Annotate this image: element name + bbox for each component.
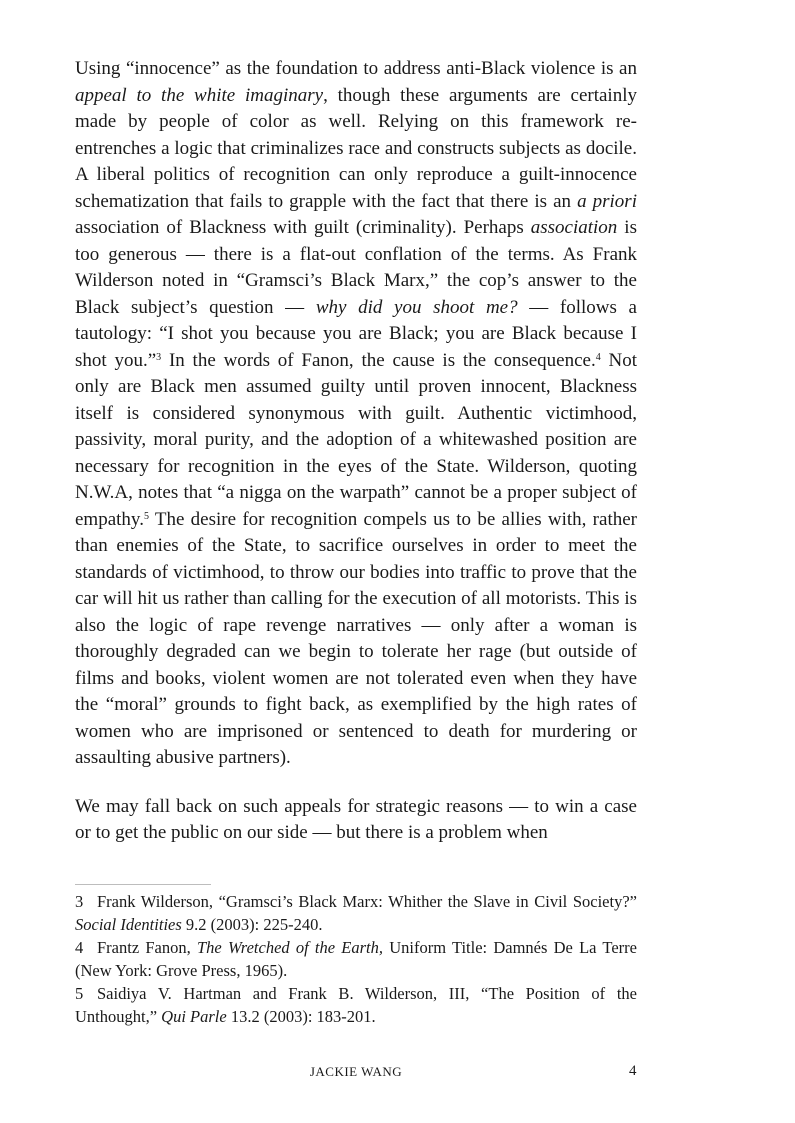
text-run: Not only are Black men assumed guilty until proven innocent, Blackness itself is considered synonymous with guilt. Authentic victimhood, passivity, moral purity, and the adoption of a whitewashed position are necessary for recognition in the eyes of the State. Wilderson, quoting N.W.A, notes that “a nigga on the warpath” cannot be a proper subject of empathy. bbox=[75, 349, 638, 530]
footnote-text bbox=[75, 938, 637, 980]
text-run: , though these arguments are certainly made by people of color as well. Relying on this framework re-entrenches a logic that criminalizes race and constructs subjects as docile. A liberal politics of recognition can only reproduce a guilt-innocence schematization that fails to grapple with the fact that there is an bbox=[75, 84, 637, 212]
text-run: 13.2 (2003): 183-201. bbox=[226, 1007, 376, 1026]
footnote-divider bbox=[75, 884, 211, 885]
running-footer-author: JACKIE WANG bbox=[309, 1064, 403, 1079]
text-run: Using “innocence” as the foundation to address anti-Black violence is an bbox=[75, 58, 637, 79]
italic-text: association bbox=[530, 217, 618, 238]
footnote-text bbox=[75, 892, 637, 934]
text-run: Frantz Fanon, bbox=[97, 938, 197, 957]
italic-text: a priori bbox=[577, 190, 637, 212]
text-run: Saidiya V. Hartman and Frank B. Wilderson, III, “The Position of the Unthought,” bbox=[75, 984, 637, 1026]
italic-text: Qui Parle bbox=[161, 1007, 227, 1026]
italic-text: The Wretched of the Earth, bbox=[196, 938, 383, 957]
text-run: We may fall back on such appeals for strategic reasons — to win a case or to get the public on our side — but there is a problem when bbox=[75, 795, 637, 843]
text-run: Uniform Title: Damnés De La Terre (New York: Grove Press, 1965). bbox=[75, 938, 637, 980]
text-run: — follows a tautology: “I shot you because you are Black; you are Black because I shot you.” bbox=[75, 296, 637, 371]
footnote-reference: 4 bbox=[595, 351, 601, 363]
footnote-reference: 5 bbox=[143, 510, 149, 522]
page-number: 4 bbox=[629, 1063, 637, 1079]
text-run: Frank Wilderson, “Gramsci’s Black Marx: Whither the Slave in Civil Society?” bbox=[97, 892, 637, 911]
text-run: 9.2 (2003): 225-240. bbox=[181, 915, 323, 934]
footnote-number: 4 bbox=[75, 938, 84, 957]
footnote bbox=[75, 890, 637, 936]
text-run: In the words of Fanon, the cause is the consequence. bbox=[161, 349, 596, 371]
body-text bbox=[75, 56, 637, 847]
footnote bbox=[75, 936, 637, 982]
footnotes bbox=[75, 890, 637, 1028]
paragraph bbox=[75, 794, 637, 847]
italic-text: Social Identities bbox=[75, 915, 182, 934]
text-run: The desire for recognition compels us to be allies with, rather than enemies of the State, to sacrifice ourselves in order to meet the standards of victimhood, to throw our bodies into traffic to prove that the car will hit us rather than calling for the execution of all motorists. This is also the logic of rape revenge narratives — only after a woman is thoroughly degraded can we begin to tolerate her rage (but outside of films and books, violent women are not tolerated even when they have the “moral” grounds to fight back, as exemplified by the high rates of women who are imprisoned or sentenced to death for murdering or assaulting abusive partners). bbox=[75, 508, 637, 768]
text-run: is too generous — there is a flat-out conflation of the terms. As Frank Wilderson noted in “Gramsci’s Black Marx,” the cop’s answer to the Black subject’s question — bbox=[75, 217, 637, 318]
italic-text: why did you shoot me? bbox=[315, 296, 518, 318]
text-run: association of Blackness with guilt (criminality). Perhaps bbox=[75, 217, 531, 238]
footnote bbox=[75, 982, 637, 1028]
footnote-number: 5 bbox=[75, 984, 84, 1003]
footnote-reference: 3 bbox=[156, 351, 162, 363]
footnote-text bbox=[75, 984, 637, 1026]
paragraph bbox=[75, 56, 637, 772]
footnote-number: 3 bbox=[75, 892, 84, 911]
italic-text: appeal to the white imaginary bbox=[75, 84, 324, 106]
